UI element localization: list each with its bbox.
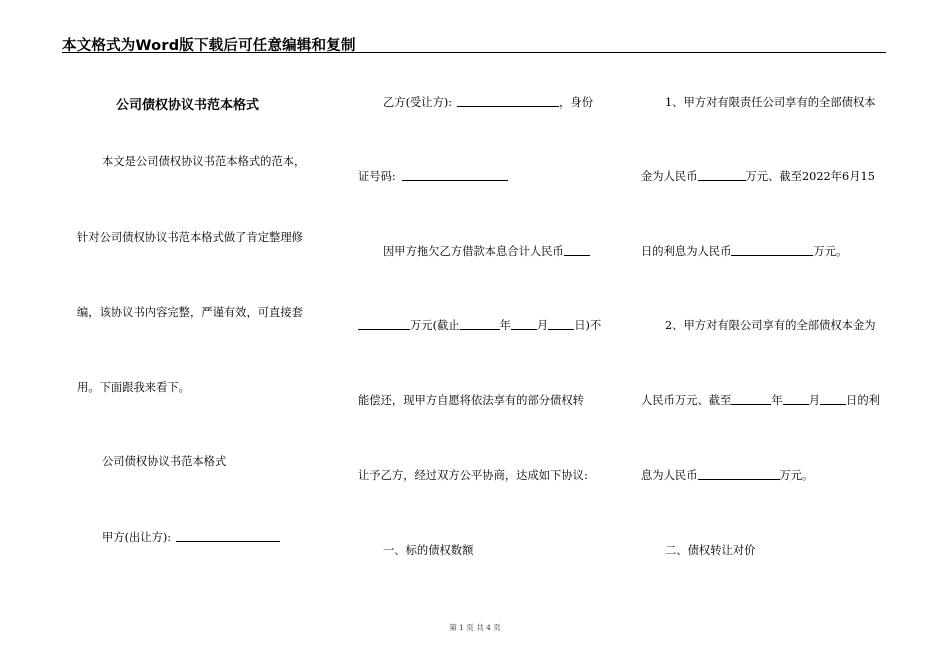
clause-2-line-2 [641, 392, 880, 408]
clause-2-year-label: 年 [771, 394, 783, 407]
clause-1-line-1: 1、甲方对有限责任公司享有的全部债权本 [665, 96, 876, 109]
clause-2-interest-blank [698, 468, 780, 480]
clause-1-interest-blank [731, 244, 813, 256]
year-blank [460, 318, 500, 330]
party-a-label: 甲方(出让方): [102, 531, 172, 544]
document-header-title: 本文格式为Word版下载后可任意编辑和复制 [62, 38, 356, 54]
party-a-line [102, 529, 280, 545]
agree-line: 让予乙方，经过双方公平协商，达成如下协议: [358, 469, 588, 482]
id-number-blank [402, 169, 508, 181]
party-b-line [383, 94, 593, 110]
day-blank [548, 318, 574, 330]
section-heading-2: 二、债权转让对价 [665, 544, 756, 557]
clause-1-interest-unit: 万元。 [813, 245, 848, 258]
intro-line-3: 编，该协议书内容完整，严谨有效，可直接套 [77, 306, 303, 319]
clause-1-interest-label: 日的利息为人民币 [641, 245, 732, 258]
clause-2-day-blank [820, 393, 846, 405]
page-number: 第 1 页 共 4 页 [449, 623, 501, 632]
subtitle: 公司债权协议书范本格式 [102, 455, 227, 468]
clause-2-principal-text: 人民币万元、截至 [641, 394, 732, 407]
clause-2-month-blank [783, 393, 809, 405]
month-blank [511, 318, 537, 330]
debt-amount-line [383, 243, 590, 259]
id-number-line [358, 168, 508, 184]
clause-1-principal-label: 金为人民币 [641, 170, 698, 183]
party-a-blank [176, 530, 280, 542]
document-title: 公司债权协议书范本格式 [116, 98, 260, 113]
day-label: 日)不 [574, 319, 602, 332]
clause-2-line-1: 2、甲方对有限公司享有的全部债权本金为 [665, 319, 876, 332]
party-b-blank [457, 95, 559, 107]
clause-2-year-blank [731, 393, 771, 405]
party-b-label: 乙方(受让方): [383, 96, 453, 109]
debt-amount-blank [564, 244, 590, 256]
clause-2-month-label: 月 [808, 394, 821, 407]
clause-1-date-text: 万元、截至2022年6月15 [745, 170, 875, 183]
intro-line-1: 本文是公司债权协议书范本格式的范本， [102, 155, 306, 168]
wan-label: 万元(截止 [410, 319, 460, 332]
section-heading-1: 一、标的债权数额 [383, 544, 474, 557]
intro-line-2: 针对公司债权协议书范本格式做了肯定整理修 [77, 231, 303, 244]
deadline-line [358, 317, 601, 333]
clause-2-line-3 [641, 467, 813, 483]
wan-blank [358, 318, 410, 330]
debt-amount-text: 因甲方拖欠乙方借款本息合计人民币 [383, 245, 564, 258]
repay-line: 能偿还，现甲方自愿将依法享有的部分债权转 [358, 394, 584, 407]
clause-1-principal-blank [698, 169, 746, 181]
id-number-label: 证号码: [358, 170, 396, 183]
clause-2-interest-unit: 万元。 [779, 469, 814, 482]
clause-2-day-label: 日的利 [846, 394, 880, 407]
year-label: 年 [499, 319, 511, 332]
intro-line-4: 用。下面跟我来看下。 [77, 381, 190, 394]
clause-2-interest-label: 息为人民币 [641, 469, 698, 482]
header-divider [62, 52, 886, 53]
clause-1-line-3 [641, 243, 847, 259]
month-label: 月 [536, 319, 549, 332]
party-b-suffix: ，身份 [559, 96, 594, 109]
clause-1-line-2 [641, 168, 875, 184]
